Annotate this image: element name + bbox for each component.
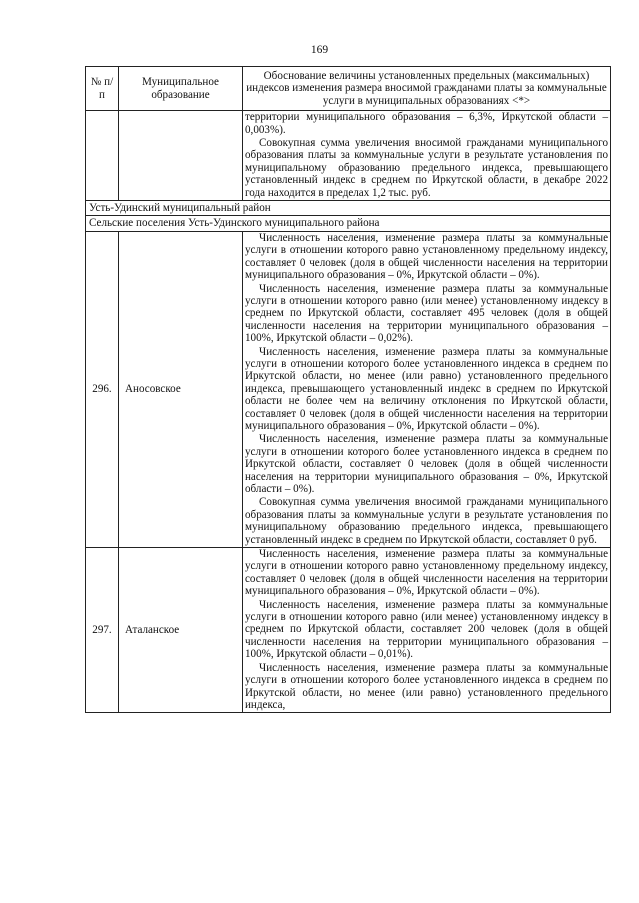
subdistrict-row xyxy=(86,216,611,231)
table-header-row xyxy=(86,67,611,111)
paragraph: Совокупная сумма увеличения вносимой гражданами муниципального образования платы за коммунальные услуги в результате установления по муниципальному образованию предельного индекса, превышающего установленный индекс в среднем по Иркутской области, составляет 0 руб. xyxy=(245,496,608,546)
paragraph: Совокупная сумма увеличения вносимой гражданами муниципального образования платы за коммунальные услуги в результате установления по муниципальному образованию предельного индекса, превышающего установленный индекс в среднем по Иркутской области, в декабре 2022 года находится в пределах 1,2 тыс. руб. xyxy=(245,137,608,199)
paragraph: Численность населения, изменение размера платы за коммунальные услуги в отношении которого более установленного индекса в среднем по Иркутской области, но менее (или равно) установленного предельного индекса, превышающего установленный индекс в среднем по Иркутской области не более чем на величину отклонения по Иркутской области, составляет 0 человек (доля в общей численности населения на территории муниципального образования – 0%, Иркутской области – 0%). xyxy=(245,345,608,432)
paragraph: Численность населения, изменение размера платы за коммунальные услуги в отношении которого равно (или менее) установленному индексу в среднем по Иркутской области, составляет 495 человек (доля в общей численности населения на территории муниципального образования – 100%, Иркутской области – 0,02%). xyxy=(245,282,608,345)
paragraph: Численность населения, изменение размера платы за коммунальные услуги в отношении которого более установленного индекса в среднем по Иркутской области, но менее (или равно) установленного предельного индекса, xyxy=(245,661,608,711)
continuation-row xyxy=(86,111,611,201)
header-municipality: Муниципальное образование xyxy=(119,67,243,111)
paragraph: Численность населения, изменение размера платы за коммунальные услуги в отношении которого равно (или менее) установленному индексу в среднем по Иркутской области, составляет 200 человек (доля в общей численности населения на территории муниципального образования – 100%, Иркутской области – 0,01%). xyxy=(245,598,608,661)
municipality-name: Аносовское xyxy=(119,231,243,547)
continuation-text xyxy=(243,111,611,201)
row-number: 296. xyxy=(86,231,119,547)
header-num: № п/п xyxy=(86,67,119,111)
district-row xyxy=(86,201,611,216)
paragraph: Численность населения, изменение размера платы за коммунальные услуги в отношении которого равно установленному предельному индексу, составляет 0 человек (доля в общей численности населения на территории муниципального образования – 0%, Иркутской области – 0%). xyxy=(245,548,608,598)
district-title: Усть-Удинский муниципальный район xyxy=(86,201,611,216)
paragraph: Численность населения, изменение размера платы за коммунальные услуги в отношении которого более установленного индекса в среднем по Иркутской области, составляет 0 человек (доля в общей численности населения на территории муниципального образования – 0%, Иркутской области – 0%). xyxy=(245,433,608,495)
tariff-index-table xyxy=(85,66,611,713)
page-number: 169 xyxy=(310,44,329,56)
justification-text xyxy=(243,548,611,713)
paragraph: территории муниципального образования – 6,3%, Иркутской области – 0,003%). xyxy=(245,111,608,136)
table-row xyxy=(86,548,611,713)
paragraph: Численность населения, изменение размера платы за коммунальные услуги в отношении которого равно установленному предельному индексу, составляет 0 человек (доля в общей численности населения на территории муниципального образования – 0%, Иркутской области – 0%). xyxy=(245,231,608,282)
table-row xyxy=(86,231,611,547)
justification-text xyxy=(243,231,611,547)
municipality-name: Аталанское xyxy=(119,548,243,713)
subdistrict-title: Сельские поселения Усть-Удинского муниципального района xyxy=(86,216,611,231)
header-justification: Обоснование величины установленных предельных (максимальных) индексов изменения размера вносимой гражданами платы за коммунальные услуги в муниципальных образованиях <*> xyxy=(243,67,611,111)
row-number: 297. xyxy=(86,548,119,713)
